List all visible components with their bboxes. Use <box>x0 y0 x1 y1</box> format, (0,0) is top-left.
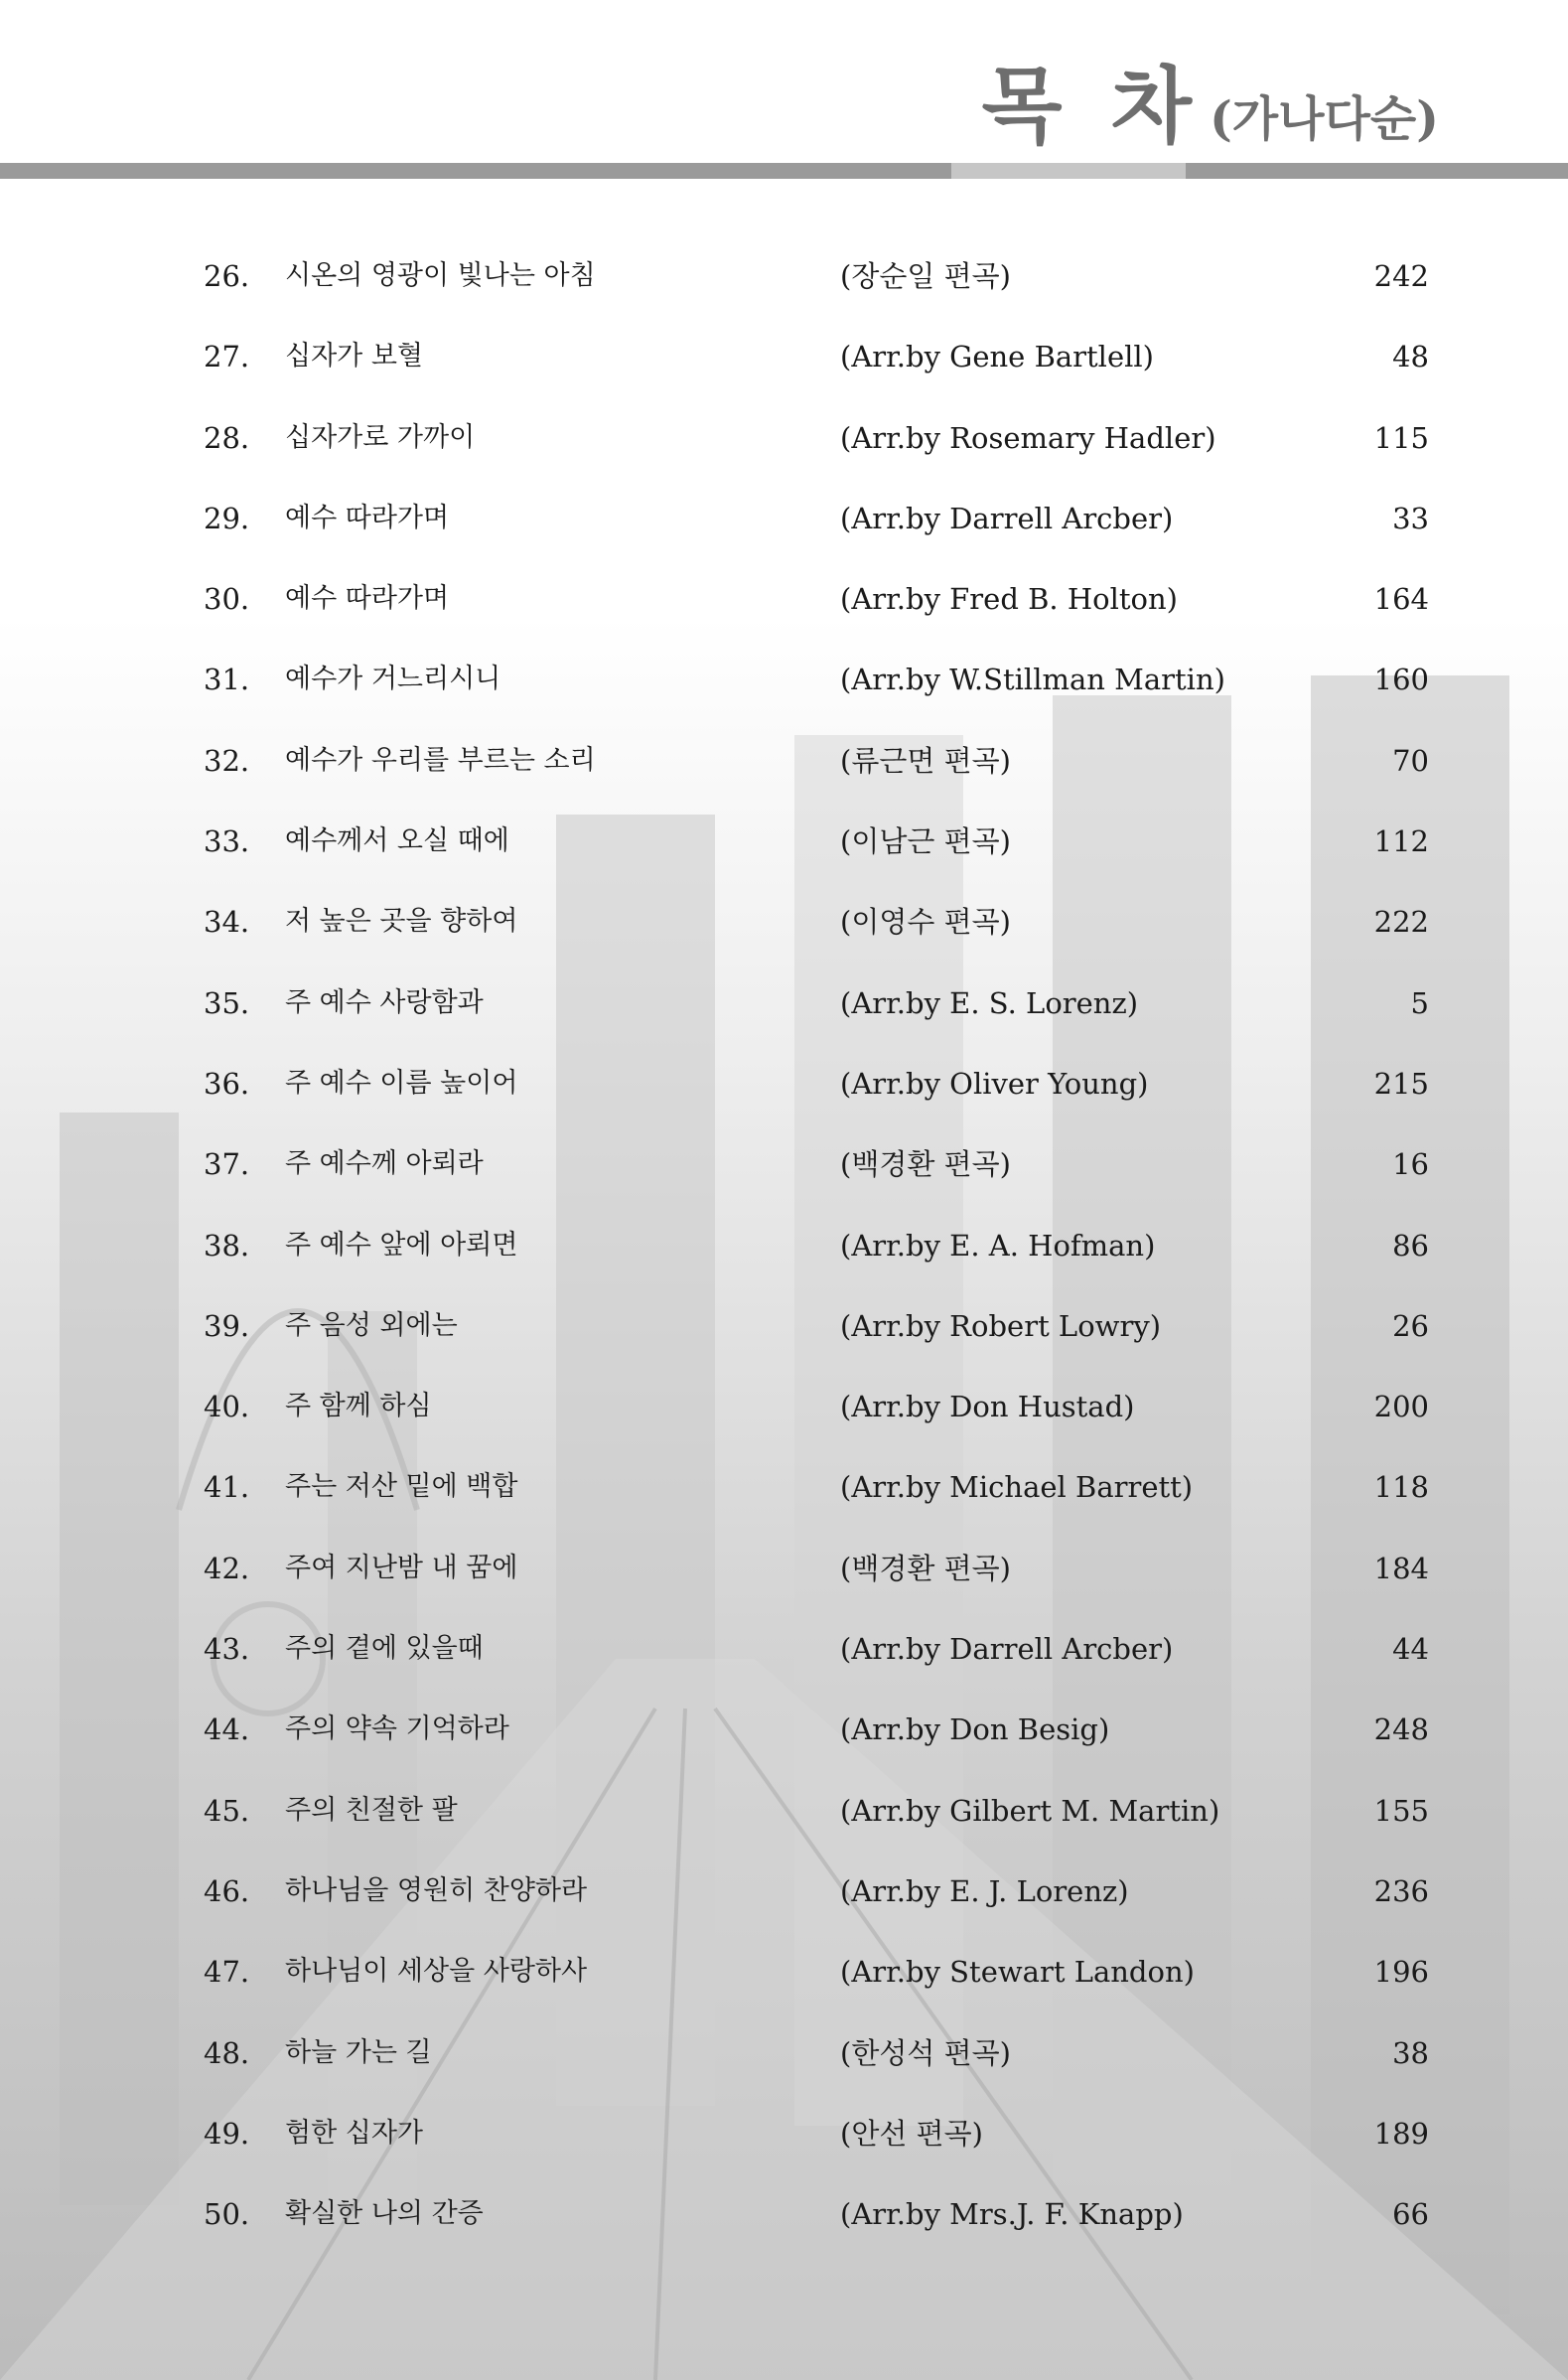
entry-title: 예수께서 오실 때에 <box>285 825 509 857</box>
entry-page: 184 <box>1373 1551 1429 1585</box>
entry-page: 242 <box>1373 259 1429 293</box>
entry-number: 47. <box>204 1955 250 1990</box>
entry-number: 26. <box>204 259 250 293</box>
entry-arranger: (Arr.by Don Besig) <box>840 1712 1110 1747</box>
entry-page: 189 <box>1373 2116 1429 2151</box>
entry-arranger: (안선 편곡) <box>840 2116 983 2151</box>
toc-entry[interactable] <box>0 1629 1568 1710</box>
toc-entry[interactable] <box>0 821 1568 902</box>
entry-title: 예수 따라가며 <box>285 583 450 615</box>
entry-title: 시온의 영광이 빛나는 아침 <box>285 260 596 291</box>
entry-title: 주 예수께 아뢰라 <box>285 1148 484 1180</box>
entry-page: 118 <box>1373 1470 1429 1505</box>
entry-title: 주 예수 이름 높이어 <box>285 1067 518 1099</box>
toc-entry[interactable] <box>0 1871 1568 1952</box>
entry-number: 49. <box>204 2116 250 2151</box>
entry-arranger: (Arr.by Gene Bartlell) <box>840 340 1154 374</box>
entry-arranger: (Arr.by Robert Lowry) <box>840 1308 1162 1343</box>
entry-number: 28. <box>204 420 250 455</box>
entry-page: 5 <box>1410 985 1429 1020</box>
entry-page: 112 <box>1373 824 1429 859</box>
entry-number: 34. <box>204 905 250 940</box>
entry-page: 236 <box>1373 1873 1429 1908</box>
entry-title: 주 예수 사랑함과 <box>285 986 484 1018</box>
entry-arranger: (Arr.by Gilbert M. Martin) <box>840 1793 1220 1828</box>
table-of-contents <box>0 256 1568 2275</box>
page-title <box>982 40 1439 160</box>
header-rule-left <box>0 163 951 179</box>
header-rule-right <box>1186 163 1568 179</box>
entry-number: 33. <box>204 824 250 859</box>
entry-arranger: (Arr.by Darrell Arcber) <box>840 501 1174 535</box>
entry-title: 험한 십자가 <box>285 2117 423 2149</box>
entry-number: 35. <box>204 985 250 1020</box>
entry-page: 155 <box>1373 1793 1429 1828</box>
entry-number: 31. <box>204 663 250 697</box>
header-rule-middle <box>951 163 1186 179</box>
entry-arranger: (Arr.by W.Stillman Martin) <box>840 663 1225 697</box>
entry-arranger: (장순일 편곡) <box>840 259 1011 293</box>
entry-number: 46. <box>204 1873 250 1908</box>
entry-title: 주 함께 하심 <box>285 1391 432 1422</box>
toc-entry[interactable] <box>0 902 1568 982</box>
entry-page: 26 <box>1392 1308 1429 1343</box>
toc-entry[interactable] <box>0 1144 1568 1225</box>
entry-page: 48 <box>1392 340 1429 374</box>
entry-arranger: (Arr.by E. S. Lorenz) <box>840 985 1139 1020</box>
title-main: 목 차 <box>981 57 1203 155</box>
entry-arranger: (한성석 편곡) <box>840 2035 1011 2070</box>
entry-title: 예수가 거느리시니 <box>285 664 501 695</box>
entry-arranger: (Arr.by E. J. Lorenz) <box>840 1873 1129 1908</box>
entry-page: 222 <box>1373 905 1429 940</box>
entry-number: 42. <box>204 1551 250 1585</box>
entry-number: 37. <box>204 1147 250 1182</box>
entry-number: 27. <box>204 340 250 374</box>
entry-page: 196 <box>1373 1955 1429 1990</box>
entry-title: 주 음성 외에는 <box>285 1309 458 1341</box>
toc-entry[interactable] <box>0 499 1568 579</box>
toc-entry[interactable] <box>0 256 1568 337</box>
entry-number: 30. <box>204 582 250 617</box>
entry-number: 40. <box>204 1390 250 1424</box>
entry-page: 86 <box>1392 1228 1429 1263</box>
entry-number: 45. <box>204 1793 250 1828</box>
entry-title: 예수 따라가며 <box>285 502 450 533</box>
entry-page: 115 <box>1373 420 1429 455</box>
entry-arranger: (Arr.by Fred B. Holton) <box>840 582 1178 617</box>
entry-title: 확실한 나의 간증 <box>285 2198 484 2230</box>
entry-title: 하나님을 영원히 찬양하라 <box>285 1874 588 1906</box>
toc-entry[interactable] <box>0 418 1568 499</box>
toc-entry[interactable] <box>0 1064 1568 1144</box>
entry-number: 44. <box>204 1712 250 1747</box>
entry-arranger: (Arr.by Oliver Young) <box>840 1066 1149 1101</box>
entry-number: 43. <box>204 1632 250 1667</box>
entry-arranger: (Arr.by Darrell Arcber) <box>840 1632 1174 1667</box>
entry-title: 주는 저산 밑에 백합 <box>285 1471 518 1503</box>
entry-arranger: (Arr.by E. A. Hofman) <box>840 1228 1156 1263</box>
toc-entry[interactable] <box>0 1306 1568 1387</box>
toc-entry[interactable] <box>0 1549 1568 1629</box>
entry-title: 주의 약속 기억하라 <box>285 1713 509 1745</box>
entry-arranger: (Arr.by Rosemary Hadler) <box>840 420 1216 455</box>
toc-entry[interactable] <box>0 1387 1568 1467</box>
toc-entry[interactable] <box>0 1952 1568 2032</box>
entry-page: 44 <box>1392 1632 1429 1667</box>
toc-entry[interactable] <box>0 1710 1568 1790</box>
toc-entry[interactable] <box>0 983 1568 1064</box>
entry-page: 164 <box>1373 582 1429 617</box>
toc-entry[interactable] <box>0 1791 1568 1871</box>
entry-page: 38 <box>1392 2035 1429 2070</box>
entry-number: 29. <box>204 501 250 535</box>
entry-title: 주 예수 앞에 아뢰면 <box>285 1229 518 1261</box>
entry-number: 36. <box>204 1066 250 1101</box>
entry-title: 하늘 가는 길 <box>285 2036 432 2068</box>
entry-page: 66 <box>1392 2197 1429 2232</box>
entry-title: 저 높은 곳을 향하여 <box>285 906 518 938</box>
entry-arranger: (Arr.by Don Hustad) <box>840 1390 1135 1424</box>
toc-entry[interactable] <box>0 1467 1568 1548</box>
entry-title: 주의 곁에 있을때 <box>285 1633 484 1665</box>
entry-page: 215 <box>1373 1066 1429 1101</box>
entry-number: 38. <box>204 1228 250 1263</box>
entry-title: 십자가로 가까이 <box>285 421 476 453</box>
entry-arranger: (Arr.by Stewart Landon) <box>840 1955 1195 1990</box>
entry-arranger: (백경환 편곡) <box>840 1147 1011 1182</box>
entry-page: 160 <box>1373 663 1429 697</box>
entry-page: 33 <box>1392 501 1429 535</box>
entry-number: 41. <box>204 1470 250 1505</box>
entry-title: 하나님이 세상을 사랑하사 <box>285 1956 588 1988</box>
entry-title: 주여 지난밤 내 꿈에 <box>285 1552 518 1583</box>
entry-number: 32. <box>204 743 250 778</box>
entry-number: 39. <box>204 1308 250 1343</box>
title-subtitle: (가나다순) <box>1210 91 1439 147</box>
entry-title: 주의 친절한 팔 <box>285 1794 458 1826</box>
page-header <box>0 0 1568 179</box>
entry-title: 십자가 보혈 <box>285 341 423 372</box>
entry-page: 248 <box>1373 1712 1429 1747</box>
entry-page: 70 <box>1392 743 1429 778</box>
entry-arranger: (Arr.by Michael Barrett) <box>840 1470 1194 1505</box>
entry-number: 48. <box>204 2035 250 2070</box>
entry-arranger: (백경환 편곡) <box>840 1551 1011 1585</box>
entry-arranger: (Arr.by Mrs.J. F. Knapp) <box>840 2197 1184 2232</box>
toc-entry[interactable] <box>0 337 1568 417</box>
entry-arranger: (이남근 편곡) <box>840 824 1011 859</box>
entry-arranger: (이영수 편곡) <box>840 905 1011 940</box>
toc-entry[interactable] <box>0 579 1568 660</box>
toc-entry[interactable] <box>0 2114 1568 2194</box>
entry-title: 예수가 우리를 부르는 소리 <box>285 744 596 776</box>
entry-page: 200 <box>1373 1390 1429 1424</box>
entry-page: 16 <box>1392 1147 1429 1182</box>
toc-entry[interactable] <box>0 660 1568 740</box>
toc-entry[interactable] <box>0 2033 1568 2114</box>
toc-entry[interactable] <box>0 1226 1568 1306</box>
toc-entry[interactable] <box>0 741 1568 821</box>
entry-number: 50. <box>204 2197 250 2232</box>
entry-arranger: (류근면 편곡) <box>840 743 1011 778</box>
toc-entry[interactable] <box>0 2194 1568 2275</box>
